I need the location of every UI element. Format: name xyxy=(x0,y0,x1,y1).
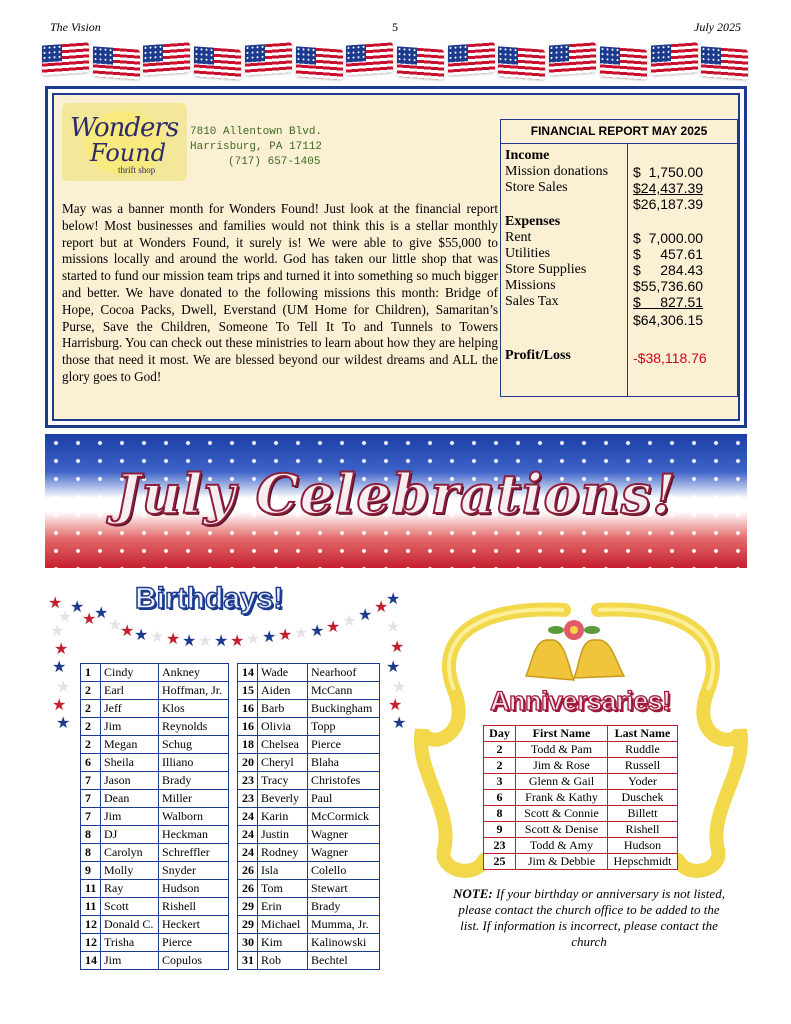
birthday-last-name: Bechtel xyxy=(308,952,380,970)
star-icon: ★ xyxy=(134,627,149,644)
birthday-row xyxy=(238,754,380,772)
birthday-first-name: Jim xyxy=(101,718,159,736)
birthday-last-name: Wagner xyxy=(308,826,380,844)
birthday-row xyxy=(81,826,229,844)
missions-row xyxy=(505,278,735,294)
anniversary-day: 2 xyxy=(484,758,516,774)
anniversary-first-names: Todd & Amy xyxy=(516,838,608,854)
mission-donations-value: $ 1,750.00 xyxy=(633,164,704,180)
note-label: NOTE: xyxy=(453,886,493,901)
birthday-first-name: Rob xyxy=(258,952,308,970)
birthday-last-name: Kalinowski xyxy=(308,934,380,952)
anniversary-last-name: Duschek xyxy=(608,790,678,806)
star-icon: ★ xyxy=(52,697,67,714)
birthday-last-name: Reynolds xyxy=(159,718,229,736)
financial-report-title: FINANCIAL REPORT MAY 2025 xyxy=(501,120,737,144)
flag-icon xyxy=(651,42,698,75)
birthday-first-name: Cindy xyxy=(101,664,159,682)
sales-tax-label: Sales Tax xyxy=(505,294,559,309)
anniversary-first-names: Jim & Debbie xyxy=(516,854,608,870)
birthday-first-name: Donald C. xyxy=(101,916,159,934)
anniversary-first-names: Scott & Denise xyxy=(516,822,608,838)
birthday-last-name: Illiano xyxy=(159,754,229,772)
star-icon: ★ xyxy=(392,679,407,696)
star-icon: ★ xyxy=(120,623,135,640)
flag-icon xyxy=(346,42,393,75)
star-icon: ★ xyxy=(50,623,65,640)
star-icon: ★ xyxy=(386,619,401,636)
expenses-heading: Expenses xyxy=(505,214,561,229)
birthday-first-name: Karin xyxy=(258,808,308,826)
birthday-row xyxy=(238,772,380,790)
star-icon: ★ xyxy=(374,599,389,616)
star-icon: ★ xyxy=(166,631,181,648)
store-sales-value: $24,437.39 xyxy=(633,180,704,196)
birthday-first-name: Aiden xyxy=(258,682,308,700)
star-icon: ★ xyxy=(94,605,109,622)
birthday-row xyxy=(238,808,380,826)
birthday-row xyxy=(238,736,380,754)
birthday-last-name: Miller xyxy=(159,790,229,808)
utilities-row xyxy=(505,246,735,262)
birthday-day: 7 xyxy=(81,790,101,808)
star-icon: ★ xyxy=(48,595,63,612)
birthday-row xyxy=(238,844,380,862)
birthday-day: 11 xyxy=(81,898,101,916)
birthday-first-name: Olivia xyxy=(258,718,308,736)
star-icon: ★ xyxy=(70,599,85,616)
utilities-label: Utilities xyxy=(505,246,551,261)
birthday-first-name: Barb xyxy=(258,700,308,718)
anniversary-row xyxy=(484,758,678,774)
anniversary-day: 3 xyxy=(484,774,516,790)
birthday-first-name: Tom xyxy=(258,880,308,898)
birthday-row xyxy=(81,682,229,700)
anniversary-row xyxy=(484,838,678,854)
flag-icon xyxy=(701,46,748,79)
birthday-row xyxy=(238,682,380,700)
birthday-first-name: Jim xyxy=(101,952,159,970)
newsletter-name: The Vision xyxy=(50,20,101,34)
birthday-day: 2 xyxy=(81,682,101,700)
header-day: Day xyxy=(484,726,516,742)
birthday-day: 2 xyxy=(81,700,101,718)
birthday-row xyxy=(238,952,380,970)
birthday-first-name: Earl xyxy=(101,682,159,700)
star-icon: ★ xyxy=(54,641,69,658)
birthday-day: 14 xyxy=(238,664,258,682)
store-sales-label: Store Sales xyxy=(505,180,568,195)
birthday-row xyxy=(81,808,229,826)
birthday-day: 14 xyxy=(81,952,101,970)
income-total-value: $26,187.39 xyxy=(633,196,704,212)
birthday-first-name: Trisha xyxy=(101,934,159,952)
star-icon: ★ xyxy=(386,659,401,676)
address-line-2: Harrisburg, PA 17112 xyxy=(190,141,323,153)
star-icon: ★ xyxy=(182,633,197,650)
birthday-first-name: Erin xyxy=(258,898,308,916)
birthday-row xyxy=(238,718,380,736)
birthday-row xyxy=(238,664,380,682)
flower-center-icon xyxy=(570,626,578,634)
anniversary-first-names: Scott & Connie xyxy=(516,806,608,822)
birthday-first-name: Michael xyxy=(258,916,308,934)
birthday-last-name: Colello xyxy=(308,862,380,880)
star-icon: ★ xyxy=(52,659,67,676)
flag-icon xyxy=(93,46,140,79)
financial-report xyxy=(500,119,738,397)
anniversary-row xyxy=(484,822,678,838)
birthday-day: 11 xyxy=(81,880,101,898)
birthday-first-name: Rodney xyxy=(258,844,308,862)
wonders-found-section xyxy=(45,86,747,428)
birthday-first-name: Molly xyxy=(101,862,159,880)
birthday-row xyxy=(81,916,229,934)
anniversary-day: 6 xyxy=(484,790,516,806)
income-total-row xyxy=(505,196,735,212)
birthday-day: 23 xyxy=(238,772,258,790)
birthday-first-name: Sheila xyxy=(101,754,159,772)
birthday-first-name: Ray xyxy=(101,880,159,898)
birthday-day: 24 xyxy=(238,808,258,826)
star-icon: ★ xyxy=(150,629,165,646)
birthday-day: 24 xyxy=(238,826,258,844)
sales-tax-value: $ 827.51 xyxy=(633,294,704,310)
birthday-day: 26 xyxy=(238,880,258,898)
header-last-name: Last Name xyxy=(608,726,678,742)
anniversary-row xyxy=(484,790,678,806)
birthdays-table-left xyxy=(80,663,229,970)
anniversary-day: 9 xyxy=(484,822,516,838)
flag-icon xyxy=(397,46,444,79)
birthday-row xyxy=(81,718,229,736)
flag-bunting xyxy=(42,40,748,80)
wonders-found-panel xyxy=(52,93,740,421)
star-icon: ★ xyxy=(310,623,325,640)
birthday-day: 7 xyxy=(81,772,101,790)
star-icon: ★ xyxy=(294,625,309,642)
birthday-last-name: Brady xyxy=(308,898,380,916)
birthday-day: 8 xyxy=(81,826,101,844)
birthday-first-name: DJ xyxy=(101,826,159,844)
logo-subtitle: thrift shop xyxy=(118,165,156,175)
july-celebrations-banner xyxy=(45,434,747,568)
page-number: 5 xyxy=(392,20,398,34)
birthday-last-name: Nearhoof xyxy=(308,664,380,682)
rent-label: Rent xyxy=(505,230,532,245)
birthday-last-name: Ankney xyxy=(159,664,229,682)
supplies-value: $ 284.43 xyxy=(633,262,704,278)
birthday-first-name: Cheryl xyxy=(258,754,308,772)
anniversary-first-names: Jim & Rose xyxy=(516,758,608,774)
birthday-last-name: McCann xyxy=(308,682,380,700)
anniversary-row xyxy=(484,854,678,870)
birthday-day: 12 xyxy=(81,934,101,952)
flag-icon xyxy=(448,42,495,75)
star-icon: ★ xyxy=(342,613,357,630)
star-icon: ★ xyxy=(326,619,341,636)
anniversary-last-name: Russell xyxy=(608,758,678,774)
shop-phone: (717) 657-1405 xyxy=(228,156,321,168)
birthday-day: 6 xyxy=(81,754,101,772)
birthday-day: 29 xyxy=(238,898,258,916)
birthday-day: 12 xyxy=(81,916,101,934)
birthday-day: 1 xyxy=(81,664,101,682)
star-icon: ★ xyxy=(388,697,403,714)
birthday-first-name: Chelsea xyxy=(258,736,308,754)
birthday-last-name: Paul xyxy=(308,790,380,808)
birthday-day: 8 xyxy=(81,844,101,862)
missions-label: Missions xyxy=(505,278,556,293)
anniversaries-header-row xyxy=(484,726,678,742)
anniversary-day: 8 xyxy=(484,806,516,822)
rent-row xyxy=(505,230,735,246)
birthdays-title: Birthdays! xyxy=(135,582,284,615)
store-sales-row xyxy=(505,180,735,196)
birthday-last-name: Snyder xyxy=(159,862,229,880)
flag-icon xyxy=(245,42,292,75)
flag-icon xyxy=(498,46,545,79)
anniversary-last-name: Hudson xyxy=(608,838,678,854)
birthday-last-name: Pierce xyxy=(159,934,229,952)
birthday-day: 29 xyxy=(238,916,258,934)
birthday-first-name: Dean xyxy=(101,790,159,808)
star-icon: ★ xyxy=(56,679,71,696)
star-icon: ★ xyxy=(278,627,293,644)
note-text: If your birthday or anniversary is not listed, please contact the church office to be added to the list. If information is incorrect, please contact the church xyxy=(458,886,725,949)
birthday-first-name: Carolyn xyxy=(101,844,159,862)
flag-icon xyxy=(296,46,343,79)
star-icon: ★ xyxy=(214,633,229,650)
birthday-day: 7 xyxy=(81,808,101,826)
update-note xyxy=(448,886,730,950)
birthday-last-name: Christofes xyxy=(308,772,380,790)
ribbon-highlight-right xyxy=(598,610,713,690)
birthday-row xyxy=(81,754,229,772)
mission-donations-row xyxy=(505,164,735,180)
flag-icon xyxy=(549,42,596,75)
birthday-last-name: Topp xyxy=(308,718,380,736)
birthday-last-name: Stewart xyxy=(308,880,380,898)
flag-icon xyxy=(42,42,89,75)
logo-found-text: Found xyxy=(90,139,167,167)
birthday-row xyxy=(81,862,229,880)
birthday-last-name: Brady xyxy=(159,772,229,790)
anniversary-last-name: Ruddle xyxy=(608,742,678,758)
star-icon: ★ xyxy=(246,631,261,648)
missions-value: $55,736.60 xyxy=(633,278,704,294)
banner-title: July Celebrations! xyxy=(115,462,677,526)
income-heading: Income xyxy=(505,148,550,163)
birthday-first-name: Tracy xyxy=(258,772,308,790)
birthday-first-name: Isla xyxy=(258,862,308,880)
birthday-row xyxy=(238,790,380,808)
anniversary-first-names: Glenn & Gail xyxy=(516,774,608,790)
bell-left-icon xyxy=(526,640,574,680)
flag-icon xyxy=(600,46,647,79)
supplies-label: Store Supplies xyxy=(505,262,587,277)
anniversary-row xyxy=(484,806,678,822)
star-icon: ★ xyxy=(358,607,373,624)
birthday-row xyxy=(238,700,380,718)
sales-tax-row xyxy=(505,294,735,310)
birthday-last-name: Schreffler xyxy=(159,844,229,862)
star-icon: ★ xyxy=(392,715,407,732)
address-line-1: 7810 Allentown Blvd. xyxy=(190,126,323,138)
birthday-row xyxy=(81,898,229,916)
birthday-row xyxy=(238,880,380,898)
star-icon: ★ xyxy=(198,633,213,650)
anniversary-day: 2 xyxy=(484,742,516,758)
star-icon: ★ xyxy=(58,609,73,626)
income-heading-row xyxy=(505,148,735,164)
birthday-day: 15 xyxy=(238,682,258,700)
anniversaries-title: Anniversaries! xyxy=(490,686,671,716)
birthday-first-name: Megan xyxy=(101,736,159,754)
profit-label: Profit/Loss xyxy=(505,348,571,363)
birthday-first-name: Scott xyxy=(101,898,159,916)
anniversary-first-names: Todd & Pam xyxy=(516,742,608,758)
anniversary-last-name: Billett xyxy=(608,806,678,822)
birthday-last-name: Hudson xyxy=(159,880,229,898)
star-icon: ★ xyxy=(82,611,97,628)
star-icon: ★ xyxy=(262,629,277,646)
birthday-day: 20 xyxy=(238,754,258,772)
leaf-icon xyxy=(548,626,564,634)
birthday-row xyxy=(81,790,229,808)
birthday-row xyxy=(238,898,380,916)
anniversary-last-name: Hepschmidt xyxy=(608,854,678,870)
wonders-found-logo xyxy=(62,103,187,181)
birthday-last-name: Hoffman, Jr. xyxy=(159,682,229,700)
utilities-value: $ 457.61 xyxy=(633,246,704,262)
anniversary-last-name: Rishell xyxy=(608,822,678,838)
supplies-row xyxy=(505,262,735,278)
wonders-found-story: May was a banner month for Wonders Found! Just look at the financial report below! Most businesses and families would not think this is a stellar monthly report but at Wonders Found, it surely is! We were able to give $55,000 to missions locally and around the world. God has taken our little shop that was started to fund our mission team trips and turned it into something so much bigger and better. We have donated to the following missions this month: Bridge of Hope, Cocoa Packs, Dwell, Everstand (UM Home for Children), Samaritan’s Purse, Save the Children, Someone To Tell It To and Tunnels to Towers Harrisburg. You can check out these ministries to learn about how they are helping those that need it most. We are blessed beyond our wildest dreams and ALL the glory goes to God! xyxy=(62,201,498,384)
star-icon: ★ xyxy=(56,715,71,732)
anniversary-day: 23 xyxy=(484,838,516,854)
star-icon: ★ xyxy=(386,591,401,608)
anniversary-first-names: Frank & Kathy xyxy=(516,790,608,806)
star-icon: ★ xyxy=(108,617,123,634)
birthday-day: 18 xyxy=(238,736,258,754)
birthday-last-name: Mumma, Jr. xyxy=(308,916,380,934)
header-first-name: First Name xyxy=(516,726,608,742)
birthday-first-name: Justin xyxy=(258,826,308,844)
birthday-first-name: Jeff xyxy=(101,700,159,718)
birthday-last-name: Pierce xyxy=(308,736,380,754)
birthday-last-name: Walborn xyxy=(159,808,229,826)
birthday-row xyxy=(81,952,229,970)
birthday-first-name: Jason xyxy=(101,772,159,790)
birthday-first-name: Kim xyxy=(258,934,308,952)
bell-right-icon xyxy=(574,640,624,678)
birthday-row xyxy=(81,880,229,898)
rent-value: $ 7,000.00 xyxy=(633,230,704,246)
birthday-day: 16 xyxy=(238,700,258,718)
flag-icon xyxy=(194,46,241,79)
birthday-row xyxy=(81,934,229,952)
leaf-icon xyxy=(584,626,600,634)
birthday-last-name: McCormick xyxy=(308,808,380,826)
birthday-row xyxy=(81,736,229,754)
birthday-last-name: Buckingham xyxy=(308,700,380,718)
birthdays-table-right xyxy=(237,663,380,970)
birthday-day: 23 xyxy=(238,790,258,808)
birthday-last-name: Schug xyxy=(159,736,229,754)
birthday-first-name: Jim xyxy=(101,808,159,826)
birthday-first-name: Beverly xyxy=(258,790,308,808)
birthday-row xyxy=(81,664,229,682)
expenses-total-value: $64,306.15 xyxy=(633,312,704,328)
birthday-last-name: Heckert xyxy=(159,916,229,934)
birthday-day: 30 xyxy=(238,934,258,952)
birthday-last-name: Heckman xyxy=(159,826,229,844)
expenses-heading-row xyxy=(505,214,735,230)
profit-row xyxy=(505,348,735,364)
anniversaries-table xyxy=(483,725,678,870)
anniversary-last-name: Yoder xyxy=(608,774,678,790)
birthday-day: 31 xyxy=(238,952,258,970)
anniversary-row xyxy=(484,742,678,758)
birthday-last-name: Blaha xyxy=(308,754,380,772)
birthday-day: 24 xyxy=(238,844,258,862)
birthday-row xyxy=(238,862,380,880)
birthday-day: 2 xyxy=(81,736,101,754)
birthday-day: 2 xyxy=(81,718,101,736)
flag-icon xyxy=(143,42,190,75)
birthday-day: 26 xyxy=(238,862,258,880)
birthday-row xyxy=(238,916,380,934)
birthday-row xyxy=(81,700,229,718)
birthday-last-name: Rishell xyxy=(159,898,229,916)
birthday-last-name: Klos xyxy=(159,700,229,718)
birthday-row xyxy=(81,844,229,862)
mission-donations-label: Mission donations xyxy=(505,164,609,179)
birthday-row xyxy=(81,772,229,790)
birthday-day: 16 xyxy=(238,718,258,736)
star-icon: ★ xyxy=(390,639,405,656)
birthday-first-name: Wade xyxy=(258,664,308,682)
birthday-last-name: Copulos xyxy=(159,952,229,970)
shop-address xyxy=(190,125,322,170)
birthday-row xyxy=(238,934,380,952)
issue-date: July 2025 xyxy=(694,20,741,34)
anniversary-day: 25 xyxy=(484,854,516,870)
star-icon: ★ xyxy=(230,633,245,650)
anniversary-row xyxy=(484,774,678,790)
birthday-day: 9 xyxy=(81,862,101,880)
birthday-last-name: Wagner xyxy=(308,844,380,862)
profit-value: -$38,118.76 xyxy=(633,350,707,366)
birthday-row xyxy=(238,826,380,844)
logo-wonders-text: Wonders xyxy=(70,113,179,143)
expenses-total-row xyxy=(505,312,735,328)
